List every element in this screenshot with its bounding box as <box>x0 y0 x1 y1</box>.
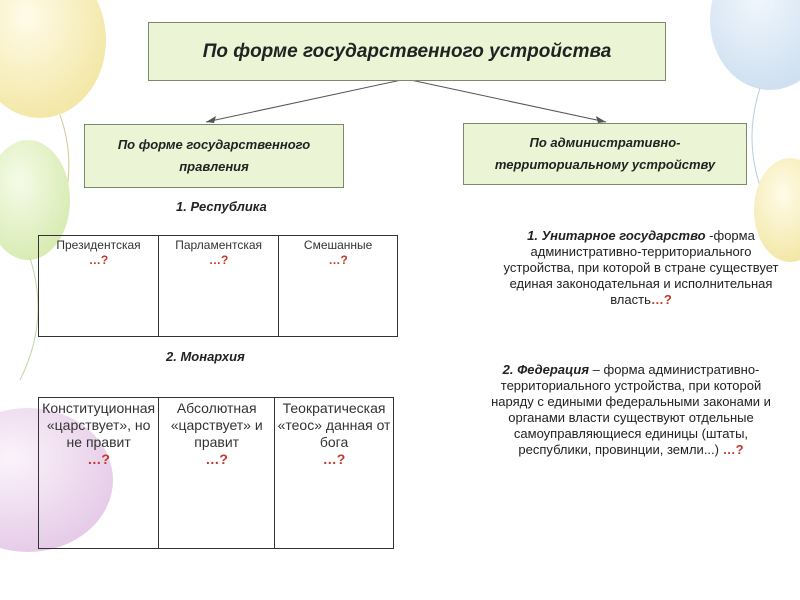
monarchy-cell-constitutional: Конституционная «царствует», но не правит …? <box>39 398 159 549</box>
connector-arrow-left <box>206 79 406 122</box>
federation-definition: 2. Федерация – форма административно-территориального устройства, при которой наряду с едиными федеральными законами и органами власти существуют отдельные самоуправляющиеся единицы (штаты, республики, провинции, земли...) …? <box>491 362 771 457</box>
monarchy-cell-theocratic: Теократическая «теос» данная от бога …? <box>275 398 394 549</box>
unitary-state-definition: 1. Унитарное государство -форма административно-территориального устройства, при которой в стране существует единая законодательная и исполнительная власть…? <box>503 228 779 307</box>
republic-label: 1. Республика <box>176 199 267 214</box>
republic-cell-parliamentary: Парламентская …? <box>159 236 279 337</box>
left-box-form-of-government: По форме государственного правления <box>84 124 344 188</box>
balloon-yellow-top-left <box>0 0 106 118</box>
monarchy-table <box>38 397 394 549</box>
republic-table <box>38 235 398 337</box>
connector-arrow-right <box>406 79 606 122</box>
balloon-blue-top-right <box>710 0 800 90</box>
republic-cell-mixed: Смешанные …? <box>279 236 398 337</box>
right-box-territorial-structure: По административно-территориальному устройству <box>463 123 747 185</box>
monarchy-cell-absolute: Абсолютная «царствует» и правит …? <box>159 398 275 549</box>
monarchy-label: 2. Монархия <box>166 349 245 364</box>
top-box-state-structure: По форме государственного устройства <box>148 22 666 81</box>
republic-cell-presidential: Президентская …? <box>39 236 159 337</box>
